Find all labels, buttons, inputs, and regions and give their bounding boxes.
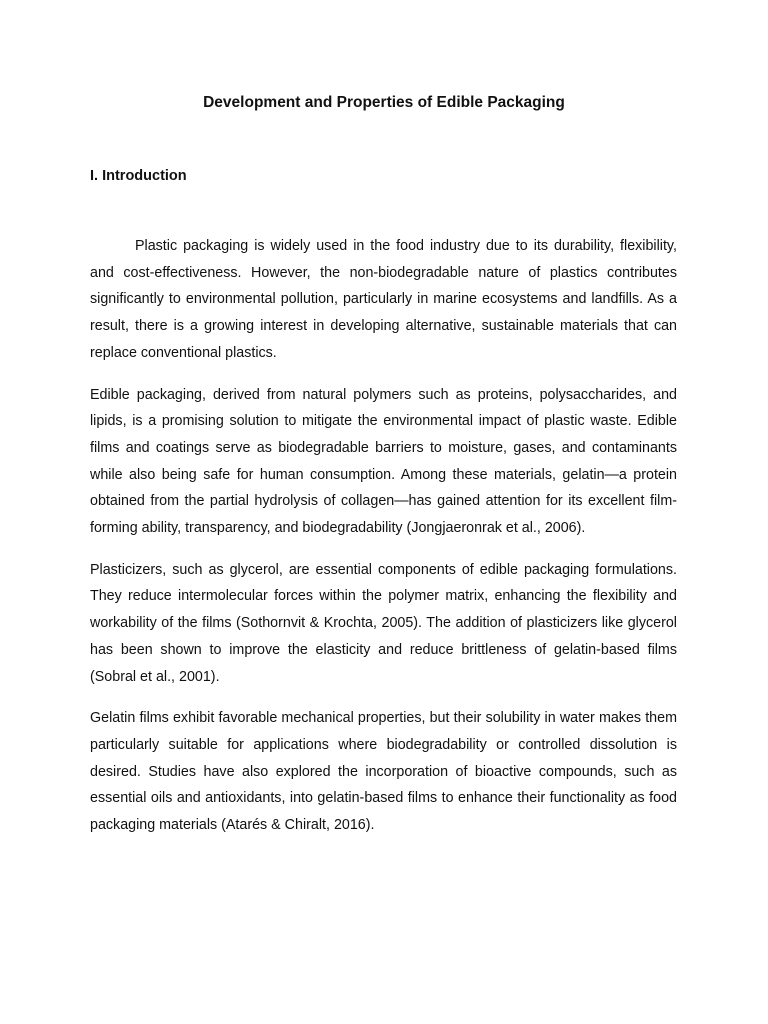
paragraph-4: Gelatin films exhibit favorable mechanical properties, but their solubility in water makes them particularly suitable for applications where biodegradability or controlled dissolution is desired. Studies have also explored the incorporation of bioactive compounds, such as essential oils and antioxidants, into gelatin-based films to enhance their functionality as food packaging materials (Atarés & Chiralt, 2016). bbox=[90, 710, 677, 834]
section-heading-introduction: I. Introduction bbox=[90, 168, 187, 184]
paragraph-1: Plastic packaging is widely used in the food industry due to its durability, flexibility, and cost-effectiveness. However, the non-biodegradable nature of plastics contributes significantly to environmental pollution, particularly in marine ecosystems and landfills. As a result, there is a growing interest in developing alternative, sustainable materials that can replace conventional plastics. bbox=[90, 238, 677, 361]
document-body bbox=[90, 233, 677, 854]
paragraph-3: Plasticizers, such as glycerol, are essential components of edible packaging formulations. They reduce intermolecular forces within the polymer matrix, enhancing the flexibility and workability of the films (Sothornvit & Krochta, 2005). The addition of plasticizers like glycerol has been shown to improve the elasticity and reduce brittleness of gelatin-based films (Sobral et al., 2001). bbox=[90, 561, 677, 685]
paragraph-2: Edible packaging, derived from natural polymers such as proteins, polysaccharides, and lipids, is a promising solution to mitigate the environmental impact of plastic waste. Edible films and coatings serve as biodegradable barriers to moisture, gases, and contaminants while also being safe for human consumption. Among these materials, gelatin—a protein obtained from the partial hydrolysis of collagen—has gained attention for its excellent film-forming ability, transparency, and biodegradability (Jongjaeronrak et al., 2006). bbox=[90, 386, 677, 537]
document-title: Development and Properties of Edible Packaging bbox=[203, 94, 565, 111]
